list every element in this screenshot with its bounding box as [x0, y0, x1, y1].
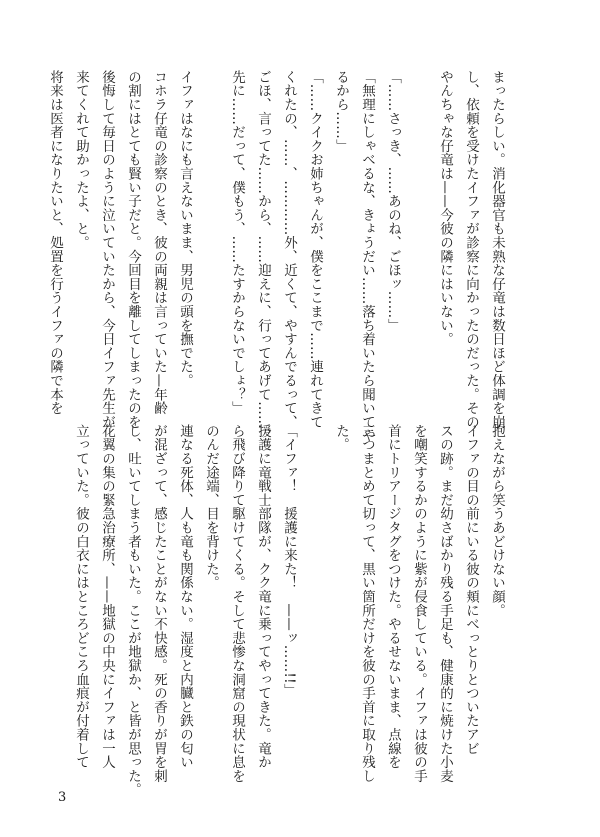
- text-line: 首にトリアージタグをつけた。やるせないまま、点線を: [385, 424, 401, 769]
- text-line: 「……クイクお姉ちゃんが、僕をここまで……連れてきて: [307, 70, 323, 429]
- text-line: 「無理にしゃべるな、きょうだい……落ち着いたら聞いてや: [359, 70, 375, 443]
- text-line: 抱えながら笑うあどけない顔。: [489, 424, 505, 618]
- text-line: を嘲笑するかのように紫が侵食している。イファは彼の手: [411, 424, 427, 783]
- text-line: 「イファ！ 援護に来た！ ——ッ……!!」: [281, 424, 297, 698]
- text-line: 後悔して毎日のように泣いていたから、今日イファ先生が: [99, 70, 115, 429]
- text-line: ら飛び降りて駆けてくる。そして悲惨な洞窟の現状に息を: [229, 424, 245, 783]
- text-line: 花翼の集の緊急治療所、——地獄の中央にイファは一人: [99, 424, 115, 769]
- text-line: 先に……だって、僕もう、……たすからないでしょ？」: [229, 70, 245, 415]
- text-line: のんだ途端、目を背けた。: [203, 424, 219, 590]
- text-line: が混ざって、感じたことがない不快感。死の香りが胃を刺: [151, 424, 167, 783]
- text-line: た。: [333, 424, 349, 452]
- text-line: 三つまとめて切って、黒い箇所だけを彼の手首に取り残し: [359, 424, 375, 783]
- text-line: くれたの、……、…………外、近くて、やすんでるって、: [281, 70, 297, 429]
- text-line: やんちゃな仔竜は——今彼の隣にはいない。: [437, 70, 453, 346]
- text-line: 連なる死体、人も竜も関係ない。湿度と内臓と鉄の匂い: [177, 424, 193, 769]
- text-line: 立っていた。彼の白衣にはところどころ血痕が付着して: [73, 424, 89, 769]
- page-number: 3: [58, 790, 67, 805]
- blank-line: [302, 424, 328, 754]
- text-line: イファはなにも言えないまま、男児の頭を撫でた。: [177, 70, 193, 388]
- text-line: イファの目の前にいる彼の頬にべっとりとついたアビ: [463, 424, 479, 756]
- text-line: ごほ、言ってた……から、……迎えに、行ってあげて……、: [255, 70, 271, 443]
- text-line: 将来は医者になりたいと、処置を行うイファの隣で本を: [47, 70, 63, 415]
- text-line: 「……さっき、……あのね、ごほッ……」: [385, 70, 401, 333]
- text-line: 援護に竜戦士部隊が、クク竜に乗ってやってきた。竜か: [255, 424, 271, 769]
- text-line: し、吐いてしまう者もいた。ここが地獄か、と皆が思った。: [125, 424, 141, 797]
- text-line: るから……」: [333, 70, 349, 153]
- text-line: コホラ仔竜の診察のとき、彼の両親は言っていた—年齢: [151, 70, 167, 415]
- blank-line: [406, 70, 432, 400]
- text-line: スの跡。まだ幼さばかり残る手足も、健康的に焼けた小麦: [437, 424, 453, 783]
- lower-text-block: [68, 424, 510, 797]
- upper-text-block: [42, 70, 510, 443]
- text-line: 来てくれて助かったよ、と。: [73, 70, 89, 250]
- text-line: の割にはとても賢い子だと。今回目を離してしまったのを: [125, 70, 141, 429]
- blank-line: [198, 70, 224, 400]
- text-line: まったらしい。消化器官も未熟な仔竜は数日ほど体調を崩: [489, 70, 505, 429]
- text-line: し、依頼を受けたイファが診察に向かったのだった。その: [463, 70, 479, 429]
